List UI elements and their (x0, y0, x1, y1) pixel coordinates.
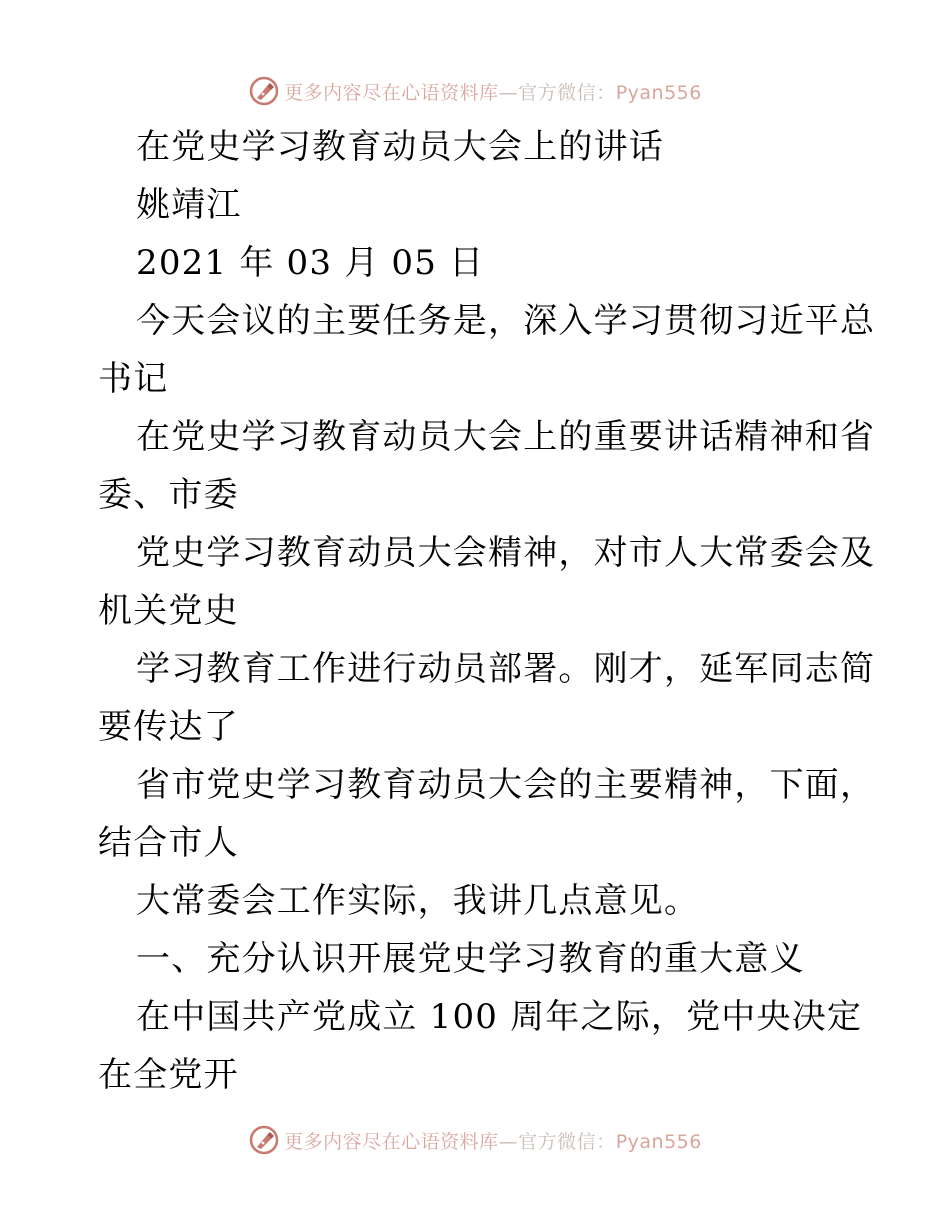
text-line: 省市党史学习教育动员大会的主要精神，下面， (136, 765, 876, 805)
text-line: 机关党史 (98, 591, 239, 631)
document-author: 姚靖江 (136, 185, 242, 225)
text-line: 今天会议的主要任务是，深入学习贯彻习近平总 (136, 301, 876, 341)
text-line: 党史学习教育动员大会精神，对市人大常委会及 (136, 533, 876, 573)
fountain-pen-logo-icon (248, 1124, 280, 1156)
document-title: 在党史学习教育动员大会上的讲话 (136, 127, 664, 167)
watermark-wechat-label: —官方微信： (498, 1130, 616, 1153)
document-body (98, 118, 876, 1104)
text-line: 学习教育工作进行动员部署。刚才，延军同志简 (136, 649, 876, 689)
watermark-footer (0, 1120, 950, 1160)
watermark-brand: 更多内容尽在心语资料库 (284, 1130, 499, 1153)
watermark-text (284, 78, 702, 105)
watermark-brand: 更多内容尽在心语资料库 (284, 81, 499, 104)
watermark-text (284, 1127, 702, 1154)
section-heading: 一、充分认识开展党史学习教育的重大意义 (136, 939, 805, 979)
watermark-wechat-label: —官方微信： (498, 81, 616, 104)
watermark-wechat-id: Pyan556 (615, 1130, 702, 1153)
fountain-pen-logo-icon (248, 75, 280, 107)
watermark-header (0, 71, 950, 111)
watermark-wechat-id: Pyan556 (615, 81, 702, 104)
text-line: 委、市委 (98, 475, 239, 515)
text-line: 要传达了 (98, 707, 239, 747)
text-line: 在全党开 (98, 1055, 239, 1095)
text-line: 在中国共产党成立 100 周年之际，党中央决定 (136, 997, 863, 1037)
text-line: 书记 (98, 359, 169, 399)
text-line: 大常委会工作实际，我讲几点意见。 (136, 881, 700, 921)
text-line: 结合市人 (98, 823, 239, 863)
text-line: 在党史学习教育动员大会上的重要讲话精神和省 (136, 417, 876, 457)
document-date: 2021 年 03 月 05 日 (136, 243, 485, 283)
